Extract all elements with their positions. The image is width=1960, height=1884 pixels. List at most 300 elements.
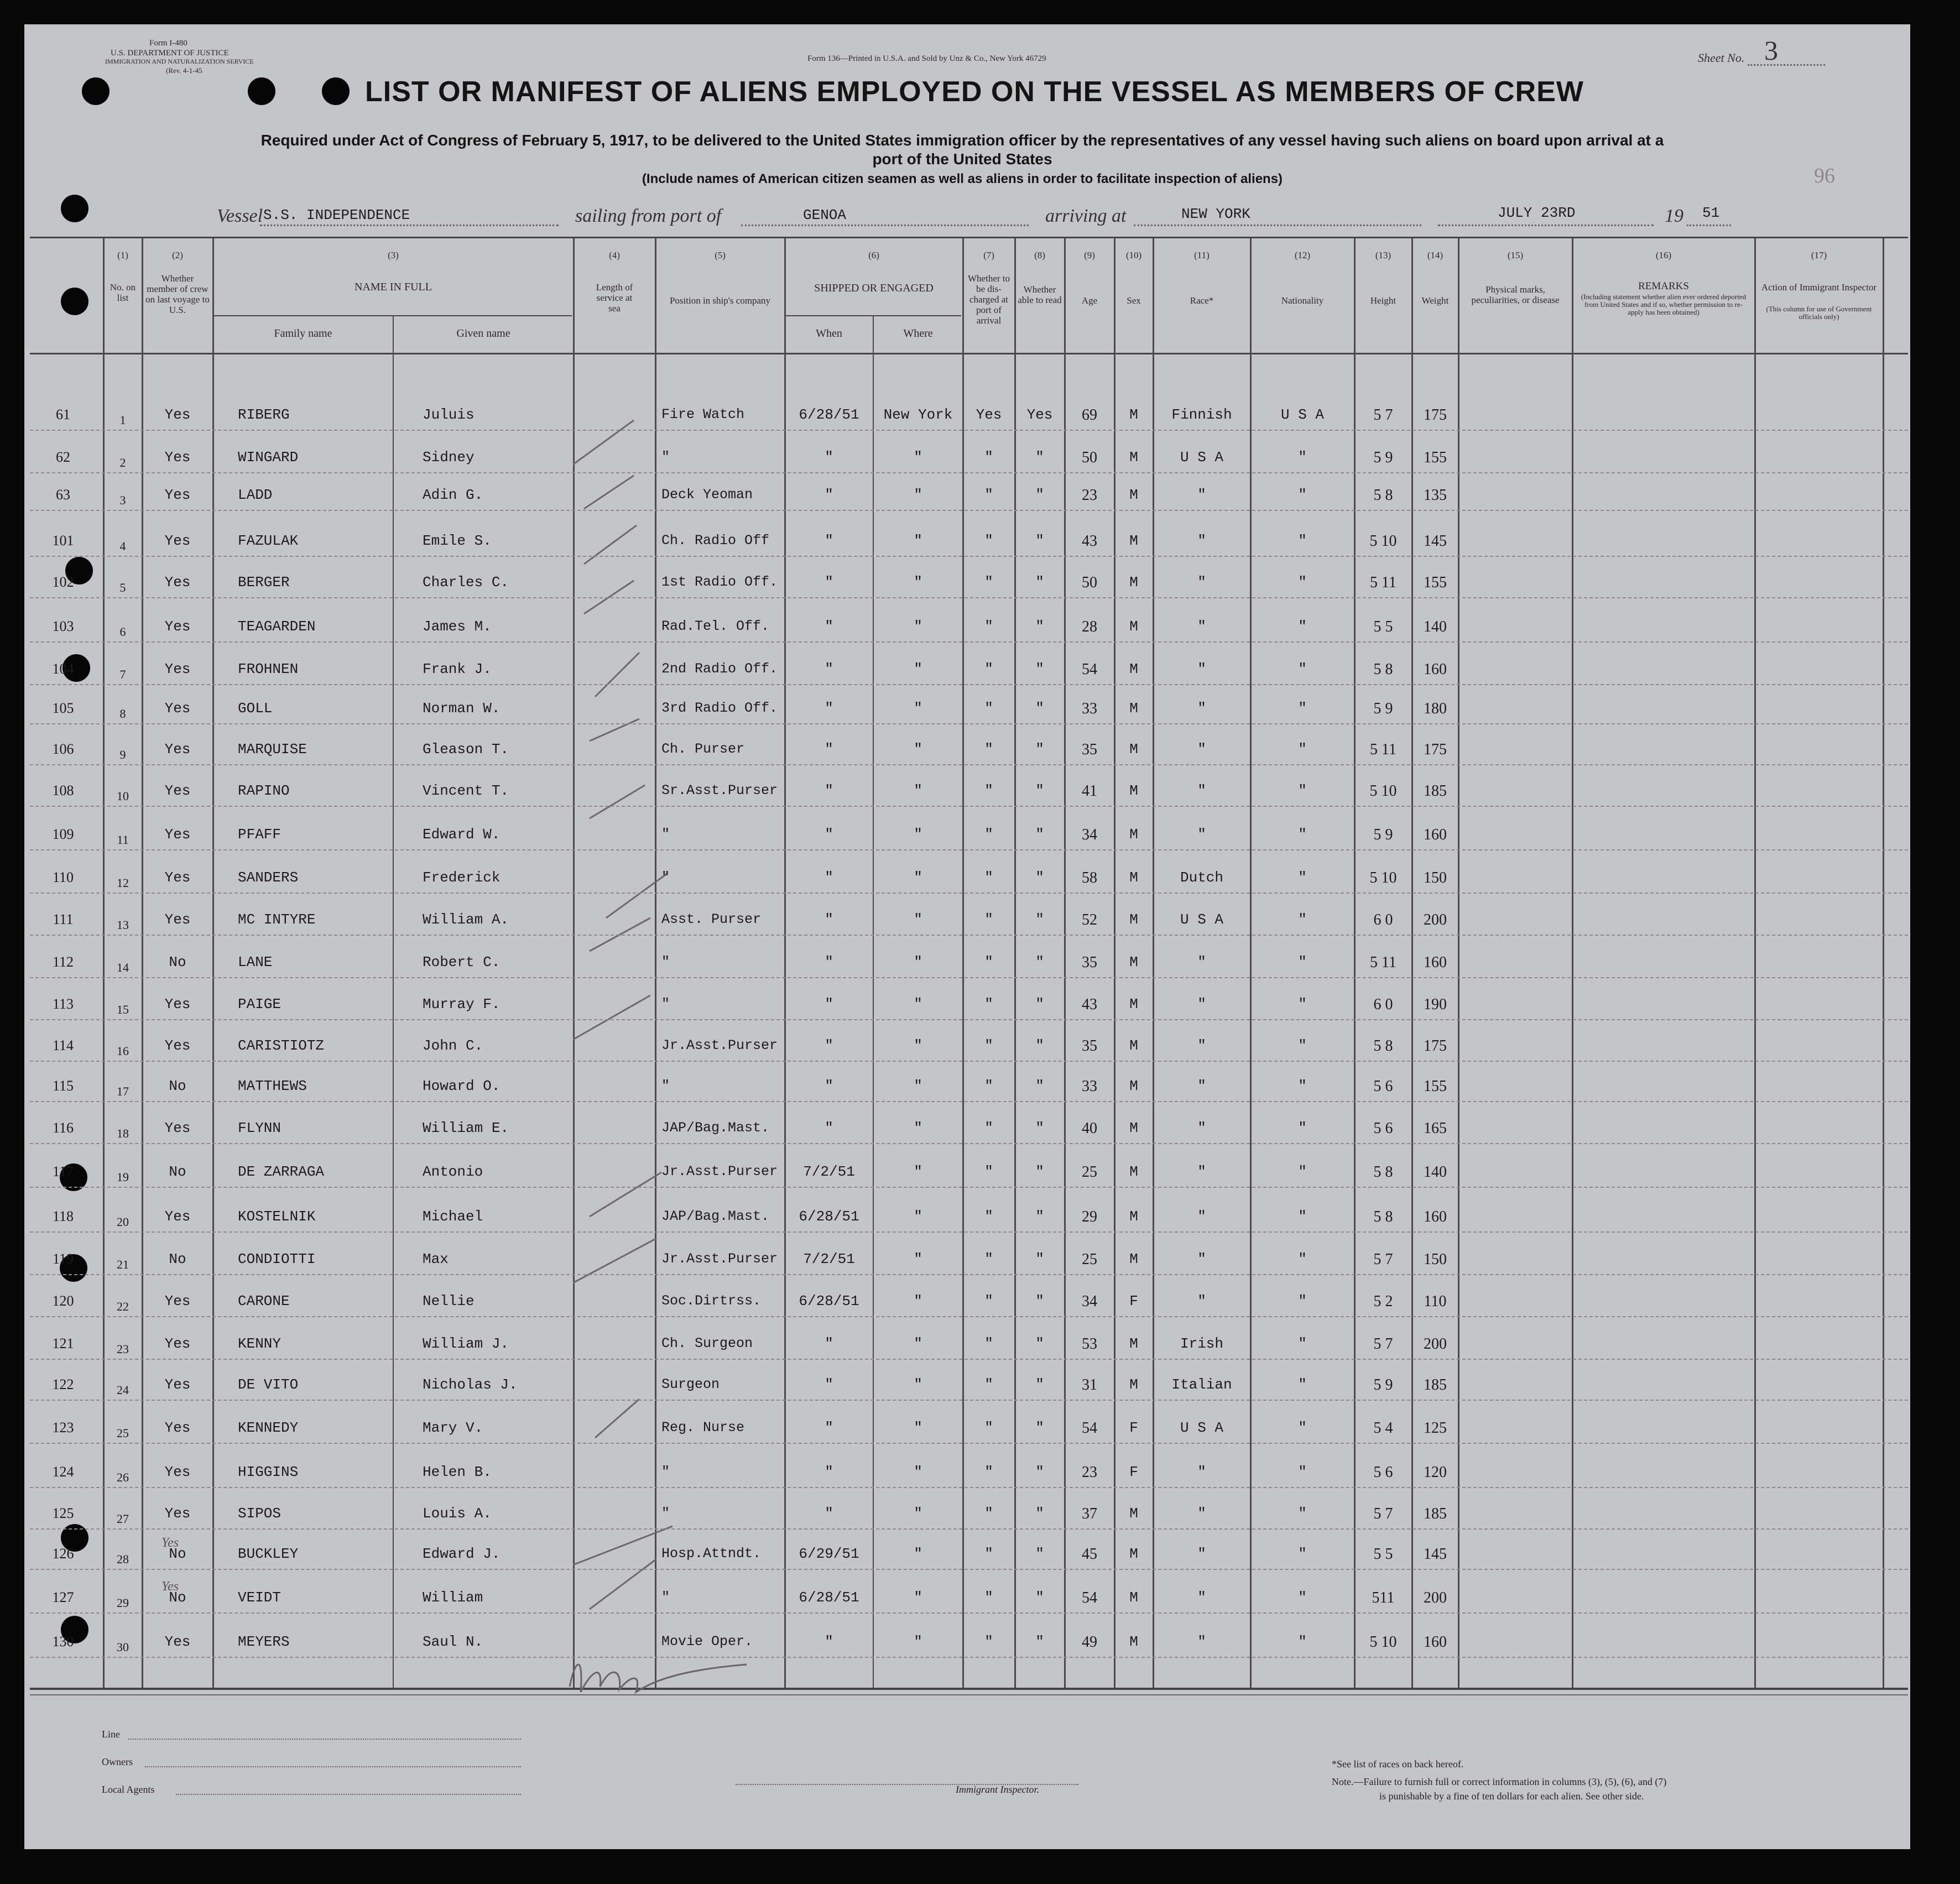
year-prefix: 19 [1665, 206, 1683, 226]
row-family-name: PFAFF [238, 826, 282, 843]
row-list-number: 13 [117, 918, 129, 932]
row-shipped-when: 6/28/51 [799, 1589, 859, 1606]
row-divider [30, 977, 1908, 978]
row-height: 5 11 [1370, 741, 1396, 758]
agents-field[interactable] [176, 1794, 521, 1795]
row-able-to-read: " [1035, 996, 1044, 1013]
row-age: 69 [1082, 406, 1097, 424]
row-able-to-read: " [1035, 741, 1044, 758]
row-sex: M [1129, 661, 1138, 677]
row-position: Reg. Nurse [661, 1419, 745, 1436]
line-field[interactable] [128, 1739, 521, 1740]
row-nationality: " [1298, 1376, 1307, 1393]
row-race: " [1197, 1589, 1206, 1606]
row-ref-number: 120 [52, 1293, 74, 1309]
row-shipped-when: 6/28/51 [799, 1293, 859, 1309]
row-ref-number: 116 [52, 1120, 74, 1136]
row-ref-number: 121 [52, 1335, 74, 1351]
row-able-to-read: " [1035, 449, 1044, 466]
row-nationality: " [1298, 449, 1307, 466]
row-shipped-where: " [914, 1335, 922, 1352]
row-position: Jr.Asst.Purser [661, 1037, 778, 1053]
row-shipped-where: New York [883, 406, 953, 423]
row-race: " [1197, 1505, 1206, 1522]
row-sex: M [1129, 1037, 1138, 1054]
row-shipped-where: " [914, 1163, 922, 1180]
col-11-header: Race* [1190, 295, 1214, 306]
row-height: 5 10 [1369, 869, 1397, 886]
row-last-voyage: Yes [164, 1505, 191, 1522]
row-list-number: 12 [117, 876, 129, 890]
row-position: " [661, 996, 670, 1012]
sheet-number: 3 [1764, 35, 1778, 66]
row-height: 5 4 [1373, 1419, 1393, 1437]
row-discharged: Yes [976, 406, 1002, 423]
row-family-name: FLYNN [238, 1120, 282, 1136]
row-sex: M [1129, 869, 1138, 886]
row-ref-number: 118 [52, 1208, 74, 1224]
row-ref-number: 102 [52, 574, 74, 590]
port-line [741, 225, 1029, 226]
row-height: 5 5 [1373, 618, 1393, 635]
row-weight: 180 [1424, 700, 1447, 717]
row-list-number: 28 [117, 1552, 129, 1566]
row-position: 2nd Radio Off. [661, 661, 778, 677]
row-position: " [661, 826, 670, 842]
row-able-to-read: Yes [1026, 406, 1053, 423]
row-nationality: " [1298, 1163, 1307, 1180]
year: 51 [1702, 205, 1720, 221]
year-line [1687, 225, 1731, 226]
row-sex: F [1129, 1293, 1138, 1309]
col-3a-header: Family name [274, 327, 332, 340]
row-shipped-when: " [825, 996, 833, 1013]
row-sex: M [1129, 1505, 1138, 1522]
subtitle-line-2: port of the United States [872, 150, 1052, 168]
row-ref-number: 122 [52, 1376, 74, 1392]
row-ref-number: 119 [52, 1251, 74, 1267]
row-shipped-when: " [825, 487, 833, 503]
col-1-number: (1) [117, 250, 128, 260]
row-ref-number: 101 [52, 533, 74, 549]
row-able-to-read: " [1035, 1208, 1044, 1225]
row-shipped-when: " [825, 1078, 833, 1094]
row-race: " [1197, 700, 1206, 717]
arrival-port: NEW YORK [1181, 206, 1250, 222]
row-race: " [1197, 487, 1206, 503]
row-last-voyage: Yes [164, 574, 191, 591]
row-age: 35 [1082, 741, 1097, 758]
row-list-number: 6 [119, 625, 126, 639]
row-nationality: " [1298, 826, 1307, 843]
row-given-name: Mary V. [423, 1419, 483, 1436]
row-divider [30, 1487, 1908, 1488]
row-last-voyage: Yes [164, 700, 191, 717]
row-family-name: HIGGINS [238, 1464, 299, 1480]
row-last-voyage: Yes [164, 1120, 191, 1136]
inspector-label: Immigrant Inspector. [956, 1784, 1039, 1795]
row-age: 33 [1082, 1078, 1097, 1095]
row-sex: M [1129, 1251, 1138, 1267]
row-race: " [1197, 1251, 1206, 1267]
col-6a-header: When [816, 327, 842, 340]
row-sex: M [1129, 1163, 1138, 1180]
row-weight: 160 [1424, 826, 1447, 843]
col-8-header: Whether able to read [1018, 284, 1062, 305]
row-discharged: " [984, 741, 993, 758]
row-shipped-when: " [825, 618, 833, 635]
row-last-voyage: Yes [164, 911, 191, 928]
row-last-voyage: Yes [164, 661, 191, 677]
row-nationality: " [1298, 1505, 1307, 1522]
row-family-name: MC INTYRE [238, 911, 316, 928]
row-divider [30, 1359, 1908, 1360]
row-list-number: 22 [117, 1300, 129, 1313]
row-able-to-read: " [1035, 1335, 1044, 1352]
row-given-name: Michael [423, 1208, 483, 1225]
row-race: " [1197, 1634, 1206, 1650]
row-position: Sr.Asst.Purser [661, 782, 778, 799]
row-sex: M [1129, 449, 1138, 466]
row-given-name: Nellie [423, 1293, 475, 1309]
row-able-to-read: " [1035, 1589, 1044, 1606]
col-14-number: (14) [1427, 250, 1443, 260]
row-able-to-read: " [1035, 1376, 1044, 1393]
row-able-to-read: " [1035, 1546, 1044, 1562]
row-nationality: " [1298, 911, 1307, 928]
row-shipped-when: " [825, 1464, 833, 1480]
row-shipped-where: " [914, 1634, 922, 1650]
row-nationality: " [1298, 869, 1307, 886]
row-sex: M [1129, 700, 1138, 717]
row-able-to-read: " [1035, 1120, 1044, 1136]
row-discharged: " [984, 911, 993, 928]
row-nationality: " [1298, 954, 1307, 970]
row-sex: M [1129, 1376, 1138, 1393]
row-shipped-when: " [825, 1505, 833, 1522]
col-6-header: SHIPPED OR ENGAGED [814, 282, 934, 294]
col-13-header: Height [1370, 295, 1396, 306]
row-shipped-where: " [914, 661, 922, 677]
punch-hole [61, 195, 88, 222]
col-14-header: Weight [1421, 295, 1449, 306]
row-nationality: " [1298, 1037, 1307, 1054]
col-8-number: (8) [1034, 250, 1045, 260]
row-shipped-when: " [825, 533, 833, 549]
row-race: " [1197, 533, 1206, 549]
form-id: Form I-480 [149, 39, 187, 48]
row-divider [30, 893, 1908, 894]
row-sex: M [1129, 533, 1138, 549]
row-shipped-where: " [914, 618, 922, 635]
stamp-number: 96 [1814, 164, 1835, 187]
row-position: " [661, 869, 670, 885]
row-discharged: " [984, 1251, 993, 1267]
row-discharged: " [984, 782, 993, 799]
row-last-voyage: Yes [164, 487, 191, 503]
row-age: 45 [1082, 1546, 1097, 1563]
row-last-voyage: Yes [164, 618, 191, 635]
row-list-number: 25 [117, 1426, 129, 1440]
row-height: 5 7 [1373, 1251, 1393, 1268]
header-bottom-border [30, 353, 1908, 354]
row-sex: M [1129, 1546, 1138, 1562]
row-height: 511 [1372, 1589, 1395, 1606]
row-height: 5 7 [1373, 1505, 1393, 1522]
row-ref-number: 62 [56, 449, 70, 465]
date-line [1438, 225, 1654, 226]
row-family-name: LANE [238, 954, 273, 970]
row-divider [30, 723, 1908, 724]
row-age: 52 [1082, 911, 1097, 928]
row-nationality: " [1298, 1208, 1307, 1225]
row-divider [30, 1231, 1908, 1233]
row-able-to-read: " [1035, 782, 1044, 799]
col-15-header: Physical marks, peculiarities, or disease [1471, 284, 1560, 305]
row-ref-number: 114 [52, 1037, 74, 1053]
row-last-voyage: Yes [164, 449, 191, 466]
row-nationality: " [1298, 1078, 1307, 1094]
row-divider [30, 597, 1908, 598]
row-given-name: Robert C. [423, 954, 501, 970]
row-list-number: 7 [119, 667, 126, 681]
row-discharged: " [984, 533, 993, 549]
table-bottom-border-2 [30, 1694, 1908, 1695]
row-race: U S A [1180, 449, 1223, 466]
row-family-name: WINGARD [238, 449, 299, 466]
row-nationality: " [1298, 1546, 1307, 1562]
col-17-subheader: (This column for use of Government officials only) [1766, 305, 1872, 321]
row-given-name: Edward W. [423, 826, 501, 843]
col-10-number: (10) [1125, 250, 1142, 260]
row-family-name: SIPOS [238, 1505, 282, 1522]
vessel-name: S.S. INDEPENDENCE [263, 207, 410, 223]
agents-label: Local Agents [102, 1784, 155, 1795]
row-given-name: William A. [423, 911, 509, 928]
row-given-name: James M. [423, 618, 492, 635]
row-age: 50 [1082, 574, 1097, 591]
row-weight: 150 [1424, 1251, 1447, 1268]
row-able-to-read: " [1035, 1251, 1044, 1267]
row-ref-number: 110 [52, 869, 74, 885]
row-list-number: 14 [117, 961, 129, 974]
row-family-name: CARISTIOTZ [238, 1037, 325, 1054]
row-height: 5 6 [1373, 1120, 1393, 1137]
row-shipped-where: " [914, 954, 922, 970]
row-last-voyage: No [169, 954, 186, 970]
punch-hole [61, 288, 88, 315]
printer-note: Form 136—Printed in U.S.A. and Sold by Unz & Co., New York 46729 [807, 54, 1046, 63]
row-discharged: " [984, 574, 993, 591]
row-family-name: BERGER [238, 574, 290, 591]
owners-field[interactable] [145, 1766, 521, 1767]
row-shipped-where: " [914, 741, 922, 758]
row-race: " [1197, 782, 1206, 799]
row-position: " [661, 1589, 670, 1605]
row-race: " [1197, 1037, 1206, 1054]
col-17-number: (17) [1811, 250, 1827, 260]
row-shipped-where: " [914, 1208, 922, 1225]
row-last-voyage-correction: Yes [161, 1579, 179, 1594]
row-weight: 140 [1424, 618, 1447, 635]
row-shipped-when: " [825, 449, 833, 466]
row-discharged: " [984, 1293, 993, 1309]
row-race: " [1197, 618, 1206, 635]
row-age: 40 [1082, 1120, 1097, 1137]
row-height: 5 7 [1373, 1335, 1393, 1353]
row-weight: 160 [1424, 661, 1447, 678]
row-position: " [661, 449, 670, 465]
row-able-to-read: " [1035, 661, 1044, 677]
col-10-header: Sex [1127, 295, 1141, 306]
row-family-name: DE VITO [238, 1376, 299, 1393]
row-ref-number: 124 [52, 1464, 74, 1480]
row-sex: F [1129, 1419, 1138, 1436]
row-list-number: 10 [117, 789, 129, 803]
row-weight: 125 [1424, 1419, 1447, 1437]
col-3-number: (3) [388, 250, 399, 260]
row-shipped-when: 6/28/51 [799, 406, 859, 423]
row-family-name: KOSTELNIK [238, 1208, 316, 1225]
row-given-name: Adin G. [423, 487, 483, 503]
row-height: 5 9 [1373, 1376, 1393, 1394]
row-nationality: " [1298, 1120, 1307, 1136]
row-nationality: " [1298, 700, 1307, 717]
col-divider [212, 238, 214, 1688]
row-sex: M [1129, 1335, 1138, 1352]
col-12-header: Nationality [1281, 295, 1324, 306]
row-shipped-where: " [914, 449, 922, 466]
service: IMMIGRATION AND NATURALIZATION SERVICE [105, 58, 254, 65]
row-given-name: Gleason T. [423, 741, 509, 758]
row-sex: M [1129, 1078, 1138, 1094]
row-race: " [1197, 1546, 1206, 1562]
row-height: 5 9 [1373, 700, 1393, 717]
vessel-label: Vessel [217, 206, 263, 226]
row-ref-number: 103 [52, 618, 74, 634]
subtitle-line-1: Required under Act of Congress of February 5, 1917, to be delivered to the United States immigration officer by the representatives of any vessel having such aliens on board upon arrival at a [260, 132, 1664, 149]
row-shipped-when: 7/2/51 [803, 1163, 855, 1180]
row-discharged: " [984, 1464, 993, 1480]
row-position: 3rd Radio Off. [661, 700, 778, 716]
table-top-border [30, 237, 1908, 238]
row-given-name: Antonio [423, 1163, 483, 1180]
row-ref-number: 130 [52, 1634, 74, 1650]
row-discharged: " [984, 1634, 993, 1650]
col-15-number: (15) [1507, 250, 1524, 260]
row-divider [30, 764, 1908, 765]
row-able-to-read: " [1035, 1505, 1044, 1522]
row-nationality: " [1298, 741, 1307, 758]
row-able-to-read: " [1035, 954, 1044, 970]
row-position: " [661, 1505, 670, 1521]
row-nationality: " [1298, 1251, 1307, 1267]
row-given-name: Murray F. [423, 996, 501, 1013]
row-shipped-where: " [914, 1376, 922, 1393]
col-4-number: (4) [609, 250, 620, 260]
row-able-to-read: " [1035, 1419, 1044, 1436]
row-weight: 145 [1424, 533, 1447, 550]
row-last-voyage: Yes [164, 1037, 191, 1054]
row-age: 25 [1082, 1163, 1097, 1181]
row-able-to-read: " [1035, 869, 1044, 886]
row-list-number: 11 [117, 833, 129, 847]
row-able-to-read: " [1035, 1293, 1044, 1309]
row-given-name: William [423, 1589, 483, 1606]
row-sex: M [1129, 1208, 1138, 1225]
row-family-name: KENNY [238, 1335, 282, 1352]
fine-note-1: Note.—Failure to furnish full or correct information in columns (3), (5), (6), and (7) [1332, 1776, 1667, 1787]
row-weight: 145 [1424, 1546, 1447, 1563]
row-divider [30, 472, 1908, 473]
row-last-voyage: Yes [164, 869, 191, 886]
row-nationality: " [1298, 574, 1307, 591]
row-last-voyage: No [169, 1163, 186, 1180]
row-list-number: 16 [117, 1044, 129, 1058]
line-label: Line [102, 1729, 120, 1740]
row-race: " [1197, 1078, 1206, 1094]
col-16-header: REMARKS [1638, 280, 1689, 292]
row-ref-number: 109 [52, 826, 74, 842]
row-shipped-where: " [914, 1505, 922, 1522]
row-height: 5 8 [1373, 1163, 1393, 1181]
punch-hole [82, 77, 110, 105]
row-position: JAP/Bag.Mast. [661, 1208, 770, 1224]
row-given-name: Edward J. [423, 1546, 501, 1562]
row-discharged: " [984, 826, 993, 843]
row-weight: 155 [1424, 449, 1447, 466]
row-shipped-when: " [825, 826, 833, 843]
row-list-number: 15 [117, 1003, 129, 1016]
row-given-name: Charles C. [423, 574, 509, 591]
row-able-to-read: " [1035, 1163, 1044, 1180]
row-age: 54 [1082, 661, 1097, 678]
row-given-name: Nicholas J. [423, 1376, 518, 1393]
row-discharged: " [984, 954, 993, 970]
row-list-number: 20 [117, 1215, 129, 1229]
row-last-voyage: Yes [164, 996, 191, 1013]
row-height: 5 10 [1369, 1634, 1397, 1651]
arriving-label: arriving at [1045, 206, 1127, 226]
row-shipped-where: " [914, 996, 922, 1013]
row-list-number: 3 [119, 493, 126, 507]
row-shipped-where: " [914, 1037, 922, 1054]
col-7-header: Whether to be dis- charged at port of arrival [968, 273, 1010, 326]
row-last-voyage: No [169, 1546, 186, 1562]
vessel-line [260, 225, 559, 226]
row-shipped-where: " [914, 911, 922, 928]
row-weight: 150 [1424, 869, 1447, 886]
row-shipped-when: " [825, 954, 833, 970]
row-weight: 155 [1424, 574, 1447, 591]
row-height: 5 9 [1373, 449, 1393, 466]
row-shipped-when: " [825, 1634, 833, 1650]
row-height: 5 7 [1373, 406, 1393, 424]
row-discharged: " [984, 1376, 993, 1393]
row-nationality: " [1298, 533, 1307, 549]
row-discharged: " [984, 1546, 993, 1562]
row-last-voyage: Yes [164, 1293, 191, 1309]
row-able-to-read: " [1035, 911, 1044, 928]
row-divider [30, 1612, 1908, 1614]
row-height: 5 8 [1373, 1208, 1393, 1225]
department: U.S. DEPARTMENT OF JUSTICE [111, 49, 229, 58]
row-list-number: 4 [119, 539, 126, 553]
row-given-name: Juluis [423, 406, 475, 423]
row-age: 41 [1082, 782, 1097, 800]
row-given-name: Howard O. [423, 1078, 501, 1094]
row-weight: 175 [1424, 406, 1447, 424]
